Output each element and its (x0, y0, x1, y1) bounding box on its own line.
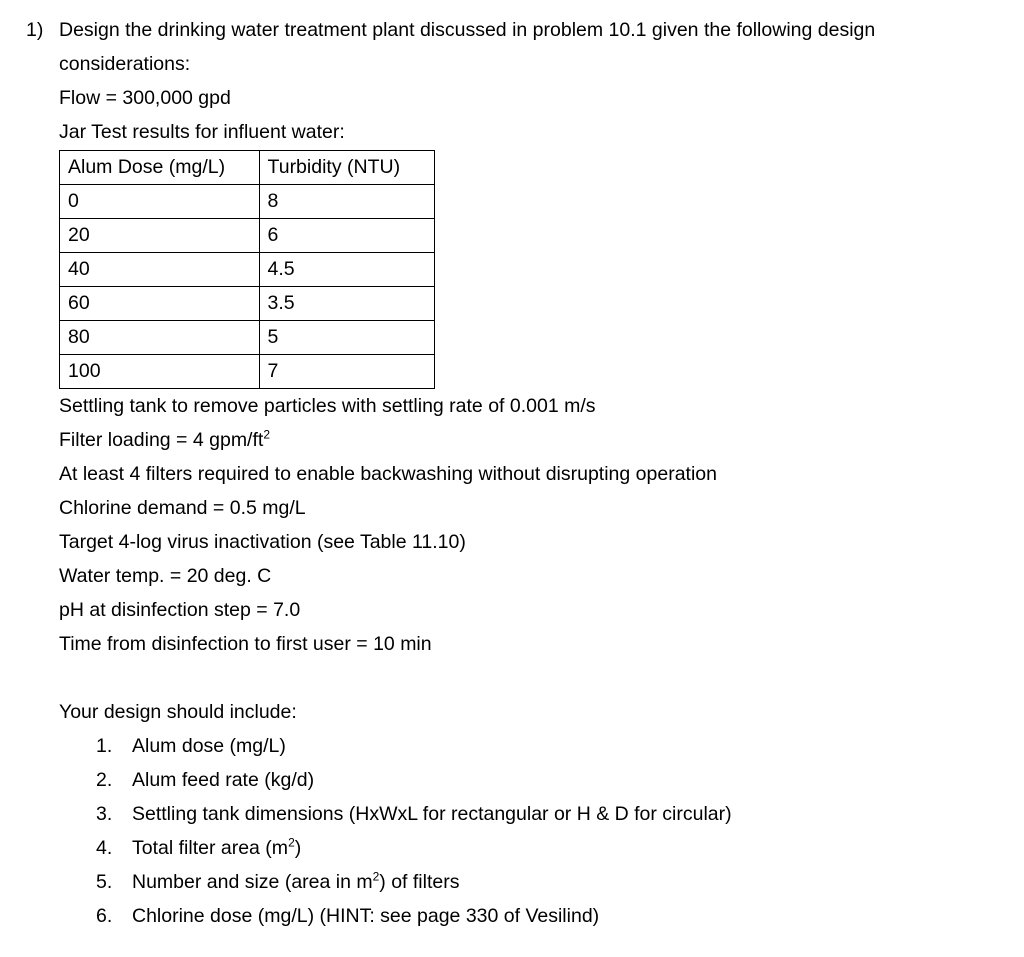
spacer (59, 661, 1024, 695)
list-item-number: 3. (96, 803, 113, 825)
list-item-text: Total filter area (m (132, 837, 289, 859)
target-inactivation-spec: Target 4-log virus inactivation (see Table 11.10) (59, 531, 466, 553)
alum-dose-cell: 100 (60, 355, 260, 389)
alum-dose-cell: 80 (60, 321, 260, 355)
filters-required-spec: At least 4 filters required to enable backwashing without disrupting operation (59, 463, 717, 485)
design-heading: Your design should include: (59, 701, 297, 723)
list-item-exponent: 2 (372, 869, 380, 884)
table-row (60, 321, 435, 355)
problem-intro-line-2: considerations: (59, 53, 191, 75)
table-row (60, 287, 435, 321)
list-item-number: 2. (96, 769, 113, 791)
jar-test-table (59, 150, 435, 389)
list-item-text: Chlorine dose (mg/L) (HINT: see page 330 of Vesilind) (132, 905, 600, 927)
list-item-text: Alum dose (mg/L) (132, 735, 286, 757)
list-item-number: 5. (96, 871, 113, 893)
turbidity-cell: 8 (259, 185, 434, 219)
table-row (60, 355, 435, 389)
alum-dose-cell: 20 (60, 219, 260, 253)
list-item (96, 865, 1024, 899)
design-requirements-list (59, 729, 1024, 933)
list-item (96, 797, 1024, 831)
list-item-text-end: ) of filters (379, 871, 460, 893)
list-item-text: Settling tank dimensions (HxWxL for rectangular or H & D for circular) (132, 803, 732, 825)
column-header-turbidity: Turbidity (NTU) (259, 151, 434, 185)
turbidity-cell: 4.5 (259, 253, 434, 287)
list-item-text: Alum feed rate (kg/d) (132, 769, 315, 791)
table-row (60, 219, 435, 253)
list-item (96, 899, 1024, 933)
time-to-user-spec: Time from disinfection to first user = 10 min (59, 633, 432, 655)
list-item (96, 763, 1024, 797)
list-item-exponent: 2 (288, 835, 295, 850)
list-item-text-end: ) (294, 837, 302, 859)
table-row (60, 185, 435, 219)
jar-test-heading: Jar Test results for influent water: (59, 121, 345, 143)
column-header-alum-dose: Alum Dose (mg/L) (60, 151, 260, 185)
problem-number: 1) (26, 19, 44, 41)
filter-loading-text: Filter loading = 4 gpm/ft (59, 429, 264, 451)
list-item-number: 6. (96, 905, 113, 927)
settling-tank-spec: Settling tank to remove particles with settling rate of 0.001 m/s (59, 395, 596, 417)
list-item-text: Number and size (area in m (132, 871, 373, 893)
chlorine-demand-spec: Chlorine demand = 0.5 mg/L (59, 497, 306, 519)
alum-dose-cell: 60 (60, 287, 260, 321)
list-item (96, 831, 1024, 865)
list-item-number: 1. (96, 735, 113, 757)
problem-intro-line-1: Design the drinking water treatment plant discussed in problem 10.1 given the following design (59, 19, 876, 41)
table-row (60, 253, 435, 287)
turbidity-cell: 7 (259, 355, 434, 389)
water-temp-spec: Water temp. = 20 deg. C (59, 565, 272, 587)
filter-loading-exponent: 2 (263, 427, 270, 442)
flow-spec: Flow = 300,000 gpd (59, 87, 231, 109)
table-header-row (60, 151, 435, 185)
alum-dose-cell: 40 (60, 253, 260, 287)
alum-dose-cell: 0 (60, 185, 260, 219)
list-item-number: 4. (96, 837, 113, 859)
turbidity-cell: 5 (259, 321, 434, 355)
turbidity-cell: 6 (259, 219, 434, 253)
list-item (96, 729, 1024, 763)
filter-loading-spec (59, 423, 1024, 457)
turbidity-cell: 3.5 (259, 287, 434, 321)
ph-spec: pH at disinfection step = 7.0 (59, 599, 301, 621)
